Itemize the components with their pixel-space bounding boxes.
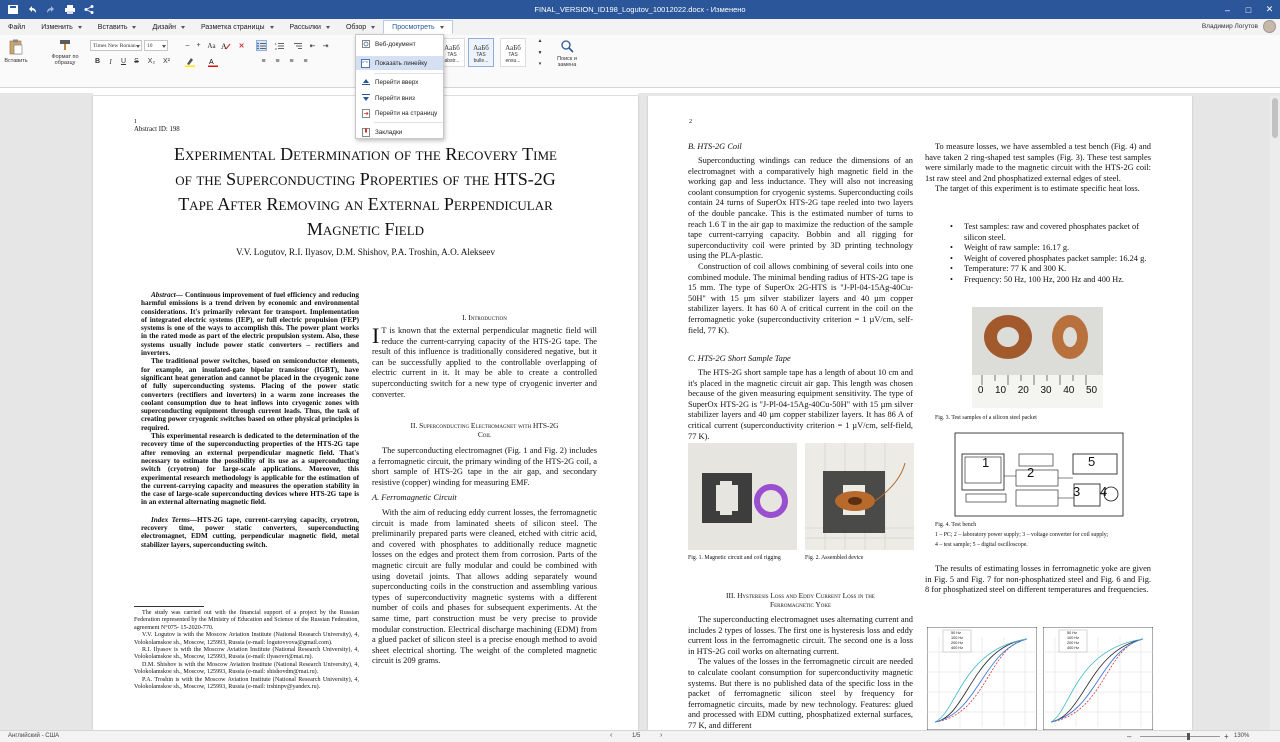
- legend-entry: 200 Hz: [1067, 641, 1080, 645]
- paragraph: The results of estimating losses in ferromagnetic yoke are given in Fig. 5 and Fig. 7 for non-phosphatized steel and Fig. 6 and Fig. 8 for phosphatized steel on different temperatures and frequencies.: [925, 564, 1151, 595]
- page-number: 1: [134, 118, 138, 125]
- align-right-icon[interactable]: ≡: [289, 58, 294, 65]
- page-number: 2: [689, 118, 693, 125]
- scale-label: 50: [1086, 385, 1098, 396]
- tab-label: Вставить: [97, 23, 128, 31]
- footnote-rule: [134, 606, 204, 607]
- style-preview: АаБб: [505, 44, 521, 52]
- svg-text:A: A: [220, 42, 227, 50]
- more-icon[interactable]: ▾: [538, 61, 542, 67]
- tab-layout[interactable]: [193, 20, 282, 34]
- style-label: TAS ensu...: [505, 52, 521, 64]
- vertical-scrollbar[interactable]: [1270, 96, 1280, 730]
- ruler-icon: [356, 59, 375, 68]
- section-b-text: [688, 156, 913, 336]
- subsection-heading: B. HTS-2G Coil: [688, 142, 742, 151]
- arrow-down-icon: [356, 94, 375, 102]
- document-page[interactable]: [93, 96, 638, 730]
- increase-font-icon[interactable]: +: [196, 42, 201, 49]
- diagram-label: 5: [1088, 454, 1096, 469]
- chevron-down-icon: [270, 26, 274, 29]
- clear-all-icon[interactable]: ✕: [238, 42, 245, 50]
- legend-entry: 100 Hz: [951, 636, 964, 640]
- tab-design[interactable]: [144, 20, 193, 34]
- format-painter-label: Формат по образцу: [51, 54, 79, 66]
- chevron-down-icon: [181, 26, 185, 29]
- chevron-down-icon: [162, 45, 166, 48]
- heading-line: II. Superconducting Electromagnet with HTS-2G: [410, 421, 559, 430]
- list-item: • Weight of raw sample: 16.17 g.: [948, 243, 1151, 254]
- bullet-list: [948, 222, 1151, 286]
- page-indicator: 1/5: [632, 733, 641, 739]
- paragraph: Superconducting windings can reduce the dimensions of an electromagnet with a comparatively high magnetic field in the working gap and less inductance. They will also not increasing coolant consumption for cryogenic systems. Superconducting coils contain 24 turns of SuperOx HTS-2G tape reeled into two layers of the double pancake. This is the estimated number of turns to reach 1.6 T in the air gap to maximize the reduction of the sample tape current-carrying capacity. Bobbin and all rigging for superconductivity coil were printed by 3D printing technology using the PLA-plastic.: [688, 156, 913, 261]
- font-name-value: Times New Roman: [93, 42, 136, 49]
- tab-label: Дизайн: [152, 23, 176, 31]
- scale-label: 10: [995, 385, 1007, 396]
- footnote: V.V. Logutov is with the Moscow Aviation Institute (National Research University), 4, Volokolamskoe sh., Moscow, 125993, Russia (e-mail: logutovvova@gmail.com).: [134, 632, 359, 646]
- subscript-icon[interactable]: X₂: [147, 58, 156, 65]
- footnote: The study was carried out with the financial support of a project by the Russian Federation represented by the Ministry of Education and Science of the Russian Federation, agreement N°075- 15-2020-770.: [134, 610, 359, 631]
- figure-3-image: [972, 307, 1103, 408]
- chevron-down-icon: [136, 45, 140, 48]
- chevron-down-icon: [78, 26, 82, 29]
- chevron-down-icon: [326, 26, 330, 29]
- brush-icon: [58, 39, 72, 51]
- abstract-id: Abstract ID: 198: [134, 126, 180, 133]
- status-bar: [0, 730, 1280, 742]
- diagram-label: 4: [1100, 484, 1108, 499]
- bookmark-icon: [356, 128, 375, 137]
- style-preview: АаБб: [444, 44, 460, 52]
- menu-item-label: Веб-документ: [375, 40, 416, 48]
- paragraph: The target of this experiment is to estimate specific heat loss.: [935, 184, 1140, 194]
- decrease-indent-icon[interactable]: ⇤: [309, 42, 316, 50]
- ribbon: [0, 35, 1280, 88]
- horizontal-ruler[interactable]: [0, 88, 1280, 96]
- chevron-down-icon: [371, 26, 375, 29]
- find-replace-label: Поиск и замена: [557, 56, 577, 68]
- tab-label: Разметка страницы: [201, 23, 265, 31]
- align-left-icon[interactable]: ≡: [261, 58, 266, 65]
- font-color-icon[interactable]: [207, 56, 218, 67]
- tab-edit[interactable]: [33, 20, 90, 34]
- superscript-icon[interactable]: X²: [163, 58, 170, 65]
- title-bar: [0, 0, 1280, 19]
- avatar: [1263, 20, 1276, 33]
- tab-view[interactable]: [383, 20, 452, 34]
- tab-mailings[interactable]: [282, 20, 338, 34]
- list-item: • Weight of covered phosphates packet sample: 16.24 g.: [948, 254, 1151, 265]
- menu-item-go-bottom[interactable]: [356, 91, 443, 105]
- right-column-text: [925, 142, 1151, 195]
- paragraph: T is known that the external perpendicular magnetic field will reduce the current-carrying capacity of the HTS-2G tape. The result of this influence is traditionally considered negative, but it can be successfully applied to the controllable overlapping of electric current in it. It may be able to create a controlled superconducting switch for a new type of cryogenic inverter and converter.: [372, 326, 597, 399]
- chevron-down-icon[interactable]: ▼: [537, 49, 543, 56]
- find-replace-button[interactable]: [553, 39, 581, 68]
- zoom-slider-thumb[interactable]: [1187, 733, 1190, 740]
- menu-item-label: Показать линейку: [375, 59, 428, 67]
- paragraph: With the aim of reducing eddy current losses, the ferromagnetic circuit is made from laminated sheets of silicon steel. The preliminarily prepared parts were cleaned, etched with citric acid, and covered with phosphates to additionally reduce magnetic losses on the edges and protect them from corrosion. Parts of the magnetic circuit are fully modular and could be combined with using dovetail joints. That allows adding separately wound superconducting coils in the construction and assembling various types of superconductivity magnetic systems with a different number of coils and phases for subsequent experiments. At the same time, part construction must be very precise to provide modular construction. Electrical discharge machining (EDM) from a glued packet of silicon steel is a precise enough method to avoid sheet electrical shorting. The weight of the completed magnetic circuit is 209 grams.: [372, 508, 597, 666]
- strikethrough-icon[interactable]: S: [134, 58, 139, 65]
- paper-title: [113, 142, 618, 242]
- chevron-down-icon: [132, 26, 136, 29]
- scale-label: 40: [1063, 385, 1075, 396]
- zoom-in-icon[interactable]: +: [1224, 732, 1229, 741]
- index-terms-label: Index Terms: [151, 515, 190, 524]
- zoom-level: 130%: [1234, 733, 1250, 739]
- section-3-text: [688, 615, 913, 730]
- underline-icon[interactable]: U: [120, 58, 127, 65]
- close-icon[interactable]: ✕: [1265, 4, 1274, 14]
- font-size-select[interactable]: [144, 40, 168, 51]
- drop-cap: I: [372, 323, 380, 348]
- figure-legend: 1 – PC; 2 – laboratory power supply; 3 – voltage converter for coil supply;: [935, 532, 1109, 538]
- legend-entry: 400 Hz: [1067, 646, 1080, 650]
- print-icon[interactable]: [61, 2, 78, 17]
- search-icon: [560, 39, 574, 53]
- menu-item-label: Перейти вверх: [375, 78, 419, 86]
- paragraph: To measure losses, we have assembled a test bench (Fig. 4) and have taken 2 ring-shaped test samples (Fig. 3). These test samples were similarly made to the magnetic circuit with the HTS-2G coil: 1st raw steel and 2nd phosphatized external edges of steel.: [925, 142, 1151, 183]
- share-icon[interactable]: [80, 2, 97, 17]
- window-title: FINAL_VERSION_ID198_Logutov_10012022.docx - Изменено: [534, 5, 746, 14]
- tab-label: Изменить: [41, 23, 73, 31]
- quick-access-toolbar: [0, 2, 97, 17]
- tab-file[interactable]: [0, 20, 33, 34]
- minimize-icon[interactable]: –: [1224, 4, 1230, 15]
- figure-caption: Fig. 3. Test samples of a silicon steel packet: [935, 415, 1037, 421]
- legend-entry: 200 Hz: [951, 641, 964, 645]
- figure-5-plot: [927, 627, 1037, 730]
- legend-entry: 100 Hz: [1067, 636, 1080, 640]
- menu-separator: [374, 73, 443, 74]
- diagram-label: 1: [982, 455, 990, 470]
- ruler-scale: [972, 385, 1103, 396]
- abstract-text: This experimental research is dedicated to the determination of the recovery time of the superconducting properties of the HTS-2G tape after removing an external perpendicular magnetic field. That's necessary to estimate the possibility of its use as a superconducting switch (cryotron) for large-scale applications. Moreover, this experimental research methodology is applicable for the estimation of the current-carrying capacity and measures the operation stability in the case of large-scale superconducting devices where HTS-2G tape is in an external alternating magnetic field.: [141, 432, 359, 507]
- intro-text: [372, 323, 597, 400]
- web-layout-icon: [356, 40, 375, 48]
- menu-item-label: Закладки: [375, 128, 403, 136]
- svg-text:1: 1: [275, 41, 277, 46]
- menu-tabs: [0, 19, 1280, 35]
- view-dropdown-menu: [355, 34, 444, 139]
- subsection-heading: A. Ferromagnetic Circuit: [372, 493, 457, 502]
- style-item[interactable]: [468, 38, 494, 67]
- tab-label: Файл: [8, 23, 26, 31]
- decrease-font-icon[interactable]: –: [185, 42, 190, 49]
- user-name: Владимир Логутов: [1201, 23, 1258, 30]
- figure-caption: Fig. 4. Test bench: [935, 522, 977, 528]
- plot-legend: [1067, 631, 1079, 651]
- heading-line: Ferromagnetic Yoke: [769, 600, 832, 609]
- svg-text:A: A: [208, 58, 214, 66]
- style-label: TAS bulle...: [473, 52, 489, 64]
- abstract-text: The traditional power switches, based on semiconductor elements, for example, an insulated-gate bipolar transistor (IGBT), have significant heat generation and cannot be placed in the cryogenic zone of fully superconducting systems. Placing of the power static converters (rectifiers and inverters) in a warm zone increases the coolant consumption due to heat inflows into cryogenic zones with superconducting equipment through current leads. Thus, the task of creating power cryogenic switches based on other physical principles is required.: [141, 357, 359, 432]
- section-heading: [372, 421, 597, 439]
- scale-label: 20: [1017, 385, 1029, 396]
- tab-label: Просмотреть: [392, 23, 435, 31]
- numbering-icon[interactable]: [274, 40, 285, 51]
- font-size-value: 10: [147, 42, 153, 49]
- next-page-icon[interactable]: ›: [660, 732, 663, 739]
- maximize-icon[interactable]: □: [1245, 4, 1252, 15]
- clipboard-icon: [9, 39, 23, 55]
- title-line: Tape After Removing an External Perpendicular: [178, 194, 553, 214]
- go-to-page-icon: [356, 109, 375, 118]
- index-terms: —HTS-2G tape, current-carrying capacity, cryotron, recovery time, power static converters, superconducting electromagnet, EDM cutting, perpendicular magnetic field, metal stabilizer layers, superconducting switch.: [141, 515, 359, 549]
- svg-text:3: 3: [275, 46, 277, 50]
- paste-label: Вставить: [4, 58, 28, 64]
- tab-label: Рассылки: [289, 23, 321, 31]
- legend-entry: 400 Hz: [951, 646, 964, 650]
- figure-caption-block: [935, 522, 1150, 549]
- list-item: • Test samples: raw and covered phosphates packet of silicon steel.: [948, 222, 1151, 243]
- prev-page-icon[interactable]: ‹: [610, 732, 613, 739]
- tab-label: Обзор: [345, 23, 367, 31]
- footnote: R.I. Ilyasov is with the Moscow Aviation Institute (National Research University), 4, Volokolamskoe sh., Moscow, 125993, Russia (e-mail: ilyasovri@mai.ru).: [134, 647, 359, 661]
- menu-item-show-ruler[interactable]: [356, 56, 443, 70]
- paste-button[interactable]: [4, 39, 28, 64]
- abstract: [141, 291, 359, 549]
- style-preview: АаБб: [473, 44, 489, 52]
- heading-line: Coil: [477, 430, 492, 439]
- figure-caption: Fig. 2. Assembled device: [805, 555, 864, 561]
- menu-item-web-layout[interactable]: [356, 37, 443, 51]
- title-line: Magnetic Field: [306, 219, 425, 239]
- figure-6-plot: [1043, 627, 1153, 730]
- multilevel-list-icon[interactable]: [292, 40, 303, 51]
- justify-icon[interactable]: ≡: [303, 58, 308, 65]
- figure-caption: Fig. 1. Magnetic circuit and coil rigging: [688, 555, 781, 561]
- figure-2-image: [805, 443, 914, 550]
- increase-indent-icon[interactable]: ⇥: [322, 42, 329, 50]
- italic-icon[interactable]: I: [109, 57, 112, 66]
- format-painter-button[interactable]: [48, 39, 82, 66]
- tab-review[interactable]: [338, 20, 383, 34]
- figure-4-diagram: [954, 432, 1124, 517]
- abstract-text: Continuous improvement of fuel efficiency and reducing harmful emissions is a trend driven by economic and environmental considerations. It's primarily relevant for transport. Implementation of integrated electric systems (IEP), or full electric propulsion (FEP) systems is one of the ways to accomplish this. The power plant works in the rated mode as part of the electric propulsion system. Also, these systems usually include power static converters – rectifiers and inverters.: [141, 291, 359, 358]
- figure-1-image: [688, 443, 797, 550]
- list-item: • Frequency: 50 Hz, 100 Hz, 200 Hz and 400 Hz.: [948, 275, 1151, 286]
- bullets-icon[interactable]: [256, 40, 267, 51]
- style-label: TAS abstr...: [444, 52, 460, 64]
- menu-item-go-top[interactable]: [356, 75, 443, 89]
- redo-icon[interactable]: [42, 2, 59, 17]
- styles-scroll[interactable]: [535, 38, 545, 67]
- clear-format-icon[interactable]: [220, 40, 231, 51]
- paragraph: The HTS-2G short sample tape has a length of about 10 cm and it's placed in the magnetic circuit air gap. This length was chosen because of the given measuring equipment sensitivity. The type of SuperOx HTS-2G is "J-Pl-04-15Ag-40Cu-50H" with 15 µm silver stabilizer layers and 40 µm copper stabilizer layers. It has 86 A of critical current (superconductivity criterion = 1 µV/cm, self-field, 77 K).: [688, 368, 913, 441]
- document-page[interactable]: [648, 96, 1192, 730]
- heading-line: III. Hysteresis Loss and Eddy Current Loss in the: [726, 591, 875, 600]
- subsection-heading: C. HTS-2G Short Sample Tape: [688, 354, 791, 363]
- highlight-icon[interactable]: [184, 56, 195, 67]
- section-heading: I. Introduction: [462, 313, 507, 322]
- legend-entry: 50 Hz: [951, 631, 961, 635]
- align-center-icon[interactable]: ≡: [275, 58, 280, 65]
- section-heading: [688, 591, 913, 609]
- plot-legend: [951, 631, 963, 651]
- menu-item-bookmarks[interactable]: [356, 125, 443, 139]
- app-menu-icon[interactable]: [4, 2, 21, 17]
- paragraph: Construction of coil allows combining of several coils into one combined module. The minimal bending radius of HTS-2G tape is 15 mm. The type of SuperOx 2G-HTS is "J-Pl-04-15Ag-40Cu-50H" with 15 µm silver stabilizer layers and 40 µm copper stabilizer layers. It has 60 A of critical current in the coil on the ferromagnetic yoke (superconductivity criterion = 1 µV/cm, self-field, 77 K).: [688, 261, 913, 335]
- legend-entry: 50 Hz: [1067, 631, 1077, 635]
- chevron-down-icon: [440, 26, 444, 29]
- style-item[interactable]: [500, 38, 526, 67]
- footnotes: [134, 610, 359, 691]
- tab-insert[interactable]: [90, 20, 145, 34]
- paragraph: The values of the losses in the ferromagnetic circuit are needed to calculate coolant consumption for superconductivity magnetic systems. But there is no published data of the specific loss in the packet of ferromagnetic silicon steel by frequency for ferromagnetic circuits, made by new technology. Features: glued and processed with EDM cutting, phosphatized external surfaces, 77 K, and different: [688, 657, 913, 730]
- abstract-label: Abstract—: [151, 291, 183, 299]
- document-area[interactable]: [0, 96, 1280, 730]
- paragraph: The superconducting electromagnet (Fig. 1 and Fig. 2) includes a ferromagnetic circuit, the primary winding of the HTS-2G coil, a short sample of HTS-2G tape in the air gap, and secondary resistive (copper) winding for measuring EMF.: [372, 446, 597, 487]
- diagram-label: 2: [1027, 465, 1035, 480]
- undo-icon[interactable]: [23, 2, 40, 17]
- title-line: Experimental Determination of the Recovery Time: [174, 144, 557, 164]
- change-case-icon[interactable]: Aa: [207, 41, 216, 50]
- chevron-up-icon[interactable]: ▲: [537, 38, 543, 44]
- language-indicator[interactable]: Английский - США: [8, 733, 60, 739]
- font-name-select[interactable]: [90, 40, 142, 51]
- menu-item-go-to-page[interactable]: [356, 106, 443, 120]
- scale-label: 0: [977, 385, 984, 396]
- arrow-up-icon: [356, 78, 375, 86]
- title-line: of the Superconducting Properties of the HTS-2G: [175, 169, 556, 189]
- menu-item-label: Перейти вниз: [375, 94, 415, 102]
- footnote: P.A. Troshin is with the Moscow Aviation Institute (National Research University), 4, Volokolamskoe sh., Moscow, 125993, Russia (e-mail: trshinpv@yandex.ru).: [134, 676, 359, 691]
- zoom-out-icon[interactable]: –: [1127, 732, 1132, 741]
- footnote: D.M. Shishov is with the Moscow Aviation Institute (National Research University), 4, Volokolamskoe sh., Moscow, 125993, Russia (e-mail: shishovdm@mai.ru).: [134, 661, 359, 676]
- list-item: • Temperature: 77 K and 300 K.: [948, 264, 1151, 275]
- figure-legend: 4 – test sample; 5 – digital oscilloscope.: [935, 542, 1028, 548]
- author-list: V.V. Logutov, R.I. Ilyasov, D.M. Shishov, P.A. Troshin, A.O. Alekseev: [236, 247, 495, 257]
- user-account[interactable]: [1202, 20, 1276, 33]
- diagram-label: 3: [1073, 484, 1081, 499]
- scrollbar-thumb[interactable]: [1272, 98, 1278, 138]
- window-controls: [1217, 0, 1280, 19]
- scale-label: 30: [1040, 385, 1052, 396]
- paragraph: The superconducting electromagnet uses alternating current and includes 2 types of losses. The first one is hysteresis loss and eddy current loss in the ferromagnetic circuit. The second one is a loss in HTS-2G coil works on alternating current.: [688, 615, 913, 656]
- zoom-slider[interactable]: [1140, 736, 1220, 737]
- menu-separator: [374, 122, 443, 123]
- bold-icon[interactable]: B: [94, 58, 101, 65]
- menu-item-label: Перейти на страницу: [375, 109, 438, 117]
